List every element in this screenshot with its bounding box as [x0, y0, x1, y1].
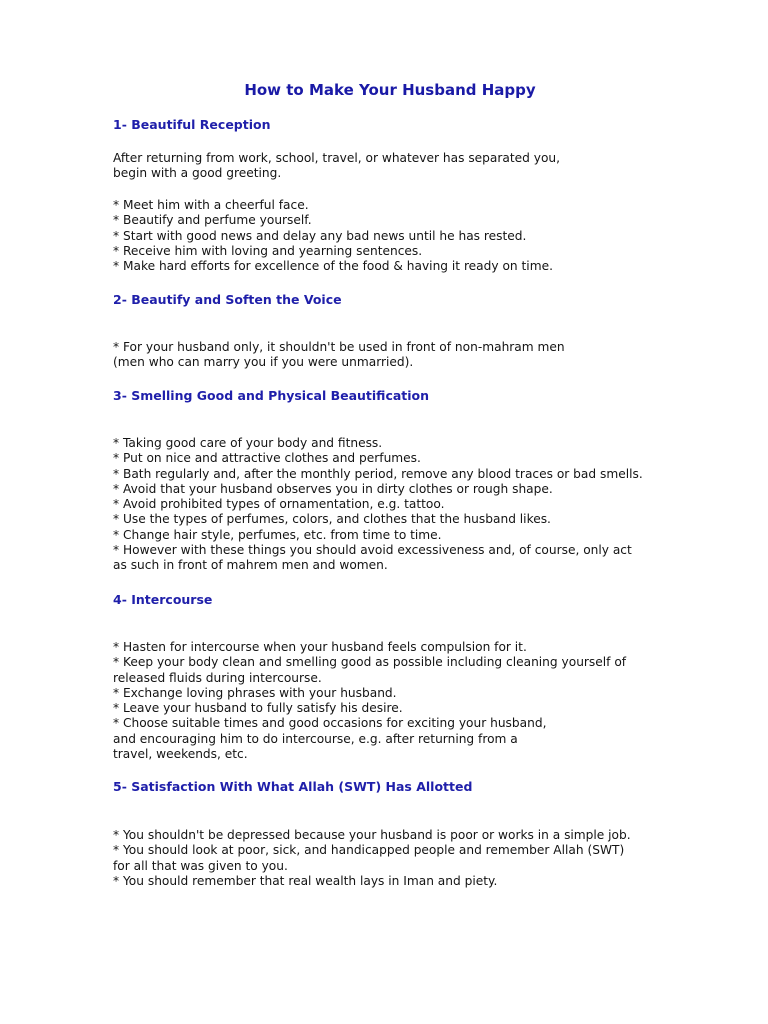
list-item: * Keep your body clean and smelling good as possible including cleaning yourself of	[113, 655, 627, 670]
list-item: * For your husband only, it shouldn't be used in front of non-mahram men	[113, 340, 565, 354]
list-item: as such in front of mahrem men and women.	[113, 558, 388, 573]
list-item: (men who can marry you if you were unmarried).	[113, 355, 414, 370]
list-item: * Receive him with loving and yearning sentences.	[113, 243, 423, 258]
list-item: travel, weekends, etc.	[113, 747, 248, 762]
section-heading-3: 3- Smelling Good and Physical Beautification	[113, 388, 430, 403]
list-item: * Beautify and perfume yourself.	[113, 213, 312, 228]
section-2-list	[113, 340, 565, 371]
list-item: and encouraging him to do intercourse, e.g. after returning from a	[113, 731, 518, 746]
list-item: * Use the types of perfumes, colors, and clothes that the husband likes.	[113, 512, 551, 527]
list-item: * Put on nice and attractive clothes and perfumes.	[113, 451, 421, 466]
section-heading-4: 4- Intercourse	[113, 592, 213, 607]
list-item: * Avoid prohibited types of ornamentation, e.g. tattoo.	[113, 497, 445, 512]
section-1-intro	[113, 151, 560, 182]
section-3-list	[113, 436, 643, 574]
section-4-list	[113, 640, 626, 762]
page-title: How to Make Your Husband Happy	[244, 81, 536, 99]
list-item: * You should remember that real wealth lays in Iman and piety.	[113, 873, 498, 888]
list-item: * Exchange loving phrases with your husband.	[113, 685, 397, 700]
list-item: for all that was given to you.	[113, 858, 288, 873]
list-item: * Bath regularly and, after the monthly period, remove any blood traces or bad smells.	[113, 466, 643, 481]
list-item: * Choose suitable times and good occasions for exciting your husband,	[113, 716, 547, 731]
text-line: After returning from work, school, travel, or whatever has separated you,	[113, 151, 561, 165]
list-item: * Start with good news and delay any bad news until he has rested.	[113, 228, 527, 243]
list-item: released fluids during intercourse.	[113, 670, 322, 685]
list-item: * Hasten for intercourse when your husband feels compulsion for it.	[113, 640, 527, 654]
list-item: * You should look at poor, sick, and handicapped people and remember Allah (SWT)	[113, 843, 625, 858]
section-1-list	[113, 198, 553, 274]
list-item: * Meet him with a cheerful face.	[113, 198, 309, 212]
text-line: begin with a good greeting.	[113, 166, 282, 181]
section-heading-5: 5- Satisfaction With What Allah (SWT) Has Allotted	[113, 779, 473, 794]
section-heading-2: 2- Beautify and Soften the Voice	[113, 292, 342, 307]
list-item: * Make hard efforts for excellence of the food & having it ready on time.	[113, 259, 553, 274]
list-item: * You shouldn't be depressed because your husband is poor or works in a simple job.	[113, 828, 631, 842]
section-heading-1: 1- Beautiful Reception	[113, 117, 271, 132]
list-item: * Taking good care of your body and fitness.	[113, 436, 383, 450]
list-item: * Avoid that your husband observes you in dirty clothes or rough shape.	[113, 481, 553, 496]
list-item: * However with these things you should avoid excessiveness and, of course, only act	[113, 543, 632, 558]
section-5-list	[113, 828, 631, 889]
list-item: * Change hair style, perfumes, etc. from time to time.	[113, 527, 442, 542]
list-item: * Leave your husband to fully satisfy his desire.	[113, 701, 403, 716]
